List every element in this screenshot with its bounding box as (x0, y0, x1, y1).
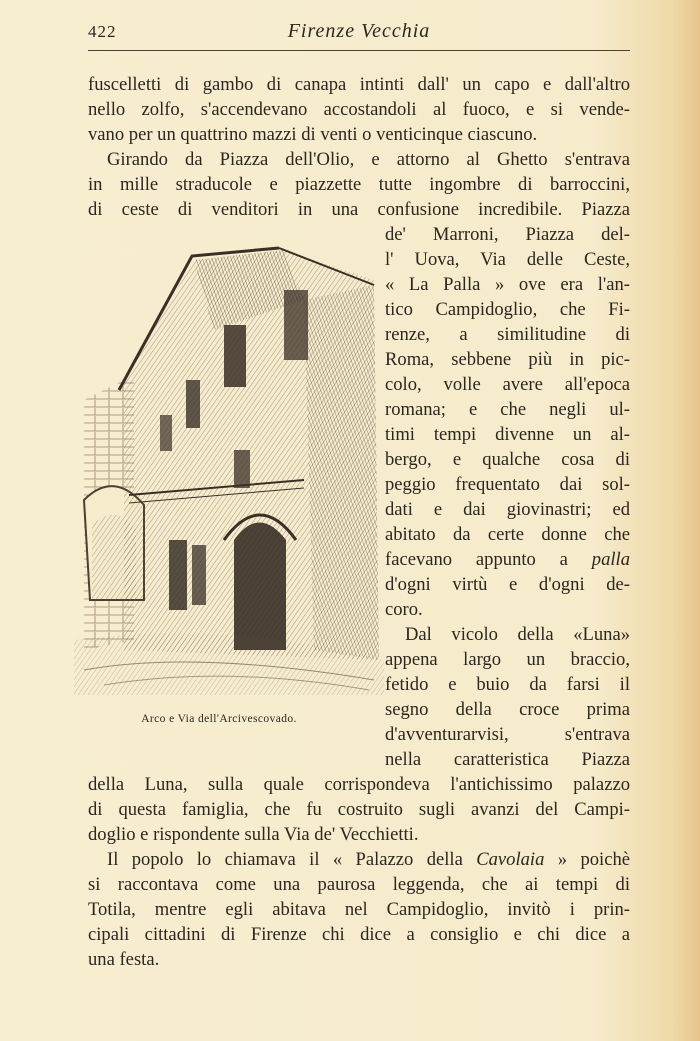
text-line: fetido e buio da farsi il (385, 674, 630, 695)
text-line (107, 847, 630, 872)
text-line: della Luna, sulla quale corrispondeva l'antichissimo palazzo (88, 774, 630, 795)
text-line: appena largo un braccio, (385, 649, 630, 670)
text-line: in mille straducole e piazzette tutte ingombre di barroccini, (88, 174, 630, 195)
page-header (88, 20, 630, 51)
running-title: Firenze Vecchia (287, 20, 431, 42)
text-line: di ceste di venditori in una confusione incredibile. Piazza (88, 199, 630, 220)
text-line: l' Uova, Via delle Ceste, (385, 249, 630, 270)
text-line: abitato da certe donne che (385, 524, 630, 545)
italic-word: Cavolaia (476, 849, 545, 870)
street-arch-illustration (74, 240, 384, 706)
text-line: colo, volle avere all'epoca (385, 374, 630, 395)
text-line: fuscelletti di gambo di canapa intinti dall' un capo e dall'altro (88, 74, 630, 95)
text-segment: » poichè (557, 849, 631, 870)
text-line: de' Marroni, Piazza del- (385, 224, 630, 245)
text-line: peggio frequentato dai sol- (385, 474, 630, 495)
text-line: Roma, sebbene più in pic- (385, 349, 630, 370)
text-line: si raccontava come una paurosa leggenda, che ai tempi di (88, 874, 630, 895)
text-line: nella caratteristica Piazza (385, 749, 630, 770)
text-line: d'ogni virtù e d'ogni de- (385, 574, 630, 595)
text-line: Dal vicolo della «Luna» (405, 624, 630, 645)
text-line: doglio e rispondente sulla Via de' Vecchietti. (88, 824, 419, 845)
text-line: Totila, mentre egli abitava nel Campidoglio, invitò i prin- (88, 899, 630, 920)
text-line: renze, a similitudine di (385, 324, 630, 345)
figure-caption: Arco e Via dell'Arcivescovado. (141, 713, 297, 725)
text-line: una festa. (88, 949, 160, 970)
text-line: bergo, e qualche cosa di (385, 449, 630, 470)
text-segment: Il popolo lo chiamava il « Palazzo della (107, 849, 463, 870)
text-line: nello zolfo, s'accendevano accostandoli al fuoco, e si vende- (88, 99, 630, 120)
text-line: « La Palla » ove era l'an- (385, 274, 630, 295)
text-line: romana; e che negli ul- (385, 399, 630, 420)
text-line: Girando da Piazza dell'Olio, e attorno al Ghetto s'entrava (107, 149, 630, 170)
text-line: cipali cittadini di Firenze chi dice a consiglio e chi dice a (88, 924, 630, 945)
text-line: di questa famiglia, che fu costruito sugli avanzi del Campi- (88, 799, 630, 820)
text-line: timi tempi divenne un al- (385, 424, 630, 445)
text-line: coro. (385, 599, 423, 620)
text-line: d'avventurarvisi, s'entrava (385, 724, 630, 745)
text-line: tico Campidoglio, che Fi- (385, 299, 630, 320)
text-line: vano per un quattrino mazzi di venti o venticinque ciascuno. (88, 124, 538, 145)
text-line (385, 547, 630, 572)
page-number: 422 (88, 22, 117, 41)
text-segment: facevano appunto a (385, 549, 568, 570)
text-line: dati e dai giovinastri; ed (385, 499, 630, 520)
italic-word: palla (591, 549, 630, 570)
text-line: segno della croce prima (385, 699, 630, 720)
